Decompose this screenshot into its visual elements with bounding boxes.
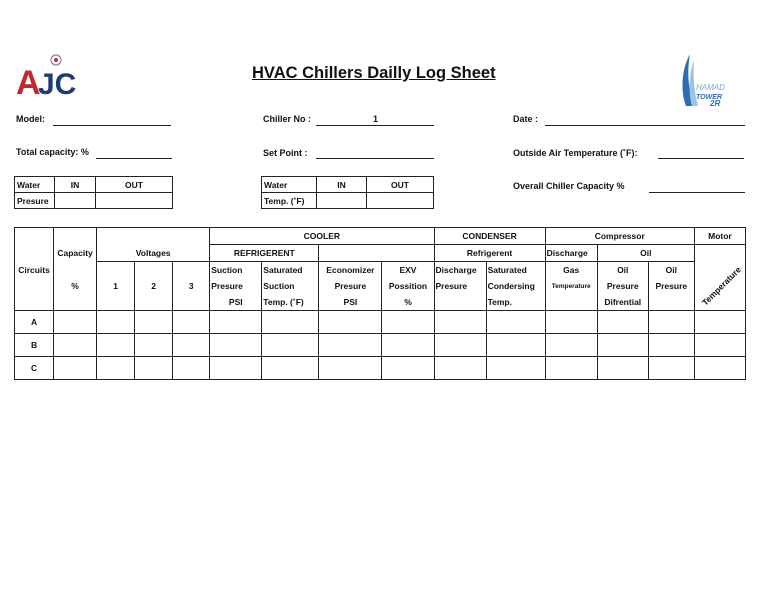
- voltage-3-top: [173, 262, 210, 279]
- circuits-spacer: [15, 245, 54, 262]
- water-temp-out-cell[interactable]: [367, 193, 434, 209]
- oil-header: Oil: [597, 245, 694, 262]
- data-cell[interactable]: [210, 334, 262, 357]
- data-cell[interactable]: [97, 357, 135, 380]
- data-cell[interactable]: [648, 311, 694, 334]
- data-cell[interactable]: [486, 311, 545, 334]
- set-point-field[interactable]: [316, 158, 434, 159]
- circuits-header: Circuits: [15, 262, 54, 279]
- exv-line-2: Possition: [382, 278, 434, 294]
- voltage-2-top: [135, 262, 173, 279]
- data-cell[interactable]: [434, 334, 486, 357]
- data-cell[interactable]: [54, 311, 97, 334]
- data-cell[interactable]: [210, 357, 262, 380]
- motor-temp-top: [694, 245, 745, 262]
- data-cell[interactable]: [173, 357, 210, 380]
- capacity-top: [54, 228, 97, 245]
- logo-dot: [54, 58, 58, 62]
- data-cell[interactable]: [319, 311, 382, 334]
- discharge-gas-line-3: Temperature: [545, 278, 597, 294]
- discharge-gas-line-1: Discharge: [545, 245, 597, 262]
- data-cell[interactable]: [319, 357, 382, 380]
- discharge-pressure-line-1: Discharge: [434, 262, 486, 279]
- economizer-line-2: Presure: [319, 278, 382, 294]
- data-cell[interactable]: [210, 311, 262, 334]
- oil-diff-line-3: Difrential: [597, 294, 648, 311]
- water-pressure-in-cell[interactable]: [55, 193, 96, 209]
- water-pressure-in-header: IN: [55, 177, 96, 193]
- discharge-pressure-bottom: [434, 294, 486, 311]
- circuits-bottom: [15, 294, 54, 311]
- data-cell[interactable]: [262, 357, 319, 380]
- motor-temperature-label: Temperature: [699, 264, 743, 308]
- logo-jc: JC: [38, 68, 76, 98]
- motor-temperature-header: [694, 262, 745, 311]
- data-cell[interactable]: [545, 334, 597, 357]
- discharge-gas-line-2: Gas: [545, 262, 597, 279]
- data-cell[interactable]: [382, 357, 434, 380]
- set-point-label: Set Point :: [263, 148, 308, 158]
- data-cell[interactable]: [173, 311, 210, 334]
- saturated-suction-line-1: Saturated: [262, 262, 319, 279]
- data-cell[interactable]: [97, 334, 135, 357]
- data-cell[interactable]: [382, 334, 434, 357]
- chiller-no-value: 1: [373, 114, 379, 124]
- saturated-condensing-line-2: Condersing: [486, 278, 545, 294]
- date-field[interactable]: [545, 125, 745, 126]
- data-cell[interactable]: [173, 334, 210, 357]
- economizer-line-1: Economizer: [319, 262, 382, 279]
- tower-text-1: HAMAD: [696, 83, 725, 92]
- water-temp-out-header: OUT: [367, 177, 434, 193]
- refrigerent-condenser-header: Refrigerent: [434, 245, 545, 262]
- data-cell[interactable]: [135, 357, 173, 380]
- table-row: [15, 357, 746, 380]
- data-cell[interactable]: [545, 357, 597, 380]
- exv-line-1: EXV: [382, 262, 434, 279]
- data-cell[interactable]: [97, 311, 135, 334]
- overall-capacity-label: Overall Chiller Capacity %: [513, 181, 625, 191]
- chiller-log-table: [14, 227, 746, 380]
- oil-pressure-line-1: Oil: [648, 262, 694, 279]
- water-temp-label-1: Water: [262, 177, 317, 193]
- page-title: HVAC Chillers Dailly Log Sheet: [252, 64, 496, 82]
- table-row: [15, 311, 746, 334]
- refrigerent-cooler-header: REFRIGERENT: [210, 245, 319, 262]
- economizer-line-3: PSI: [319, 294, 382, 311]
- oil-pressure-bottom: [648, 294, 694, 311]
- data-cell[interactable]: [486, 334, 545, 357]
- capacity-mid: [54, 262, 97, 279]
- capacity-header: Capacity: [54, 245, 97, 262]
- voltage-1-top: [97, 262, 135, 279]
- table-row: [15, 334, 746, 357]
- data-cell[interactable]: [648, 334, 694, 357]
- data-cell[interactable]: [319, 334, 382, 357]
- water-temp-label-2: Temp. (˚F): [262, 193, 317, 209]
- date-label: Date :: [513, 114, 539, 124]
- saturated-suction-line-3: Temp. (˚F): [262, 294, 319, 311]
- data-cell[interactable]: [382, 311, 434, 334]
- chiller-no-field[interactable]: [316, 125, 434, 126]
- condenser-header: CONDENSER: [434, 228, 545, 245]
- hamad-tower-logo: [676, 50, 738, 108]
- data-cell[interactable]: [486, 357, 545, 380]
- data-cell[interactable]: [262, 334, 319, 357]
- overall-capacity-field[interactable]: [649, 192, 745, 193]
- model-field[interactable]: [53, 125, 171, 126]
- compressor-header: Compressor: [545, 228, 694, 245]
- water-pressure-out-header: OUT: [96, 177, 173, 193]
- suction-pressure-line-2: Presure: [210, 278, 262, 294]
- outside-air-label: Outside Air Temperature (˚F):: [513, 148, 638, 158]
- tower-text-2: TOWER: [696, 94, 722, 101]
- cooler-header: COOLER: [210, 228, 434, 245]
- voltage-2-header: 2: [135, 278, 173, 294]
- oil-diff-line-1: Oil: [597, 262, 648, 279]
- data-cell[interactable]: [597, 311, 648, 334]
- data-cell[interactable]: [54, 357, 97, 380]
- data-cell[interactable]: [694, 357, 745, 380]
- saturated-condensing-line-1: Saturated: [486, 262, 545, 279]
- voltage-2-bottom: [135, 294, 173, 311]
- voltages-top: [97, 228, 210, 245]
- oil-diff-line-2: Presure: [597, 278, 648, 294]
- data-cell[interactable]: [597, 334, 648, 357]
- discharge-gas-bottom: [545, 294, 597, 311]
- corner-cell: [15, 228, 54, 245]
- cooler-blank-header: [319, 245, 434, 262]
- exv-line-3: %: [382, 294, 434, 311]
- logo-a: A: [16, 64, 41, 98]
- suction-pressure-line-1: Suction: [210, 262, 262, 279]
- voltage-1-bottom: [97, 294, 135, 311]
- data-cell[interactable]: [434, 357, 486, 380]
- total-capacity-field[interactable]: [96, 158, 172, 159]
- data-cell[interactable]: [648, 357, 694, 380]
- saturated-condensing-line-3: Temp.: [486, 294, 545, 311]
- outside-air-field[interactable]: [658, 158, 744, 159]
- row-c-label: C: [15, 357, 54, 380]
- data-cell[interactable]: [135, 311, 173, 334]
- data-cell[interactable]: [694, 334, 745, 357]
- voltage-1-header: 1: [97, 278, 135, 294]
- tower-text-3: 2R: [710, 99, 721, 108]
- capacity-percent: %: [54, 278, 97, 294]
- data-cell[interactable]: [54, 334, 97, 357]
- suction-pressure-line-3: PSI: [210, 294, 262, 311]
- row-b-label: B: [15, 334, 54, 357]
- data-cell[interactable]: [545, 311, 597, 334]
- water-temp-in-cell[interactable]: [317, 193, 367, 209]
- ajc-logo: [16, 52, 76, 98]
- data-cell[interactable]: [135, 334, 173, 357]
- water-temp-in-header: IN: [317, 177, 367, 193]
- water-pressure-label-1: Water: [15, 177, 55, 193]
- discharge-pressure-line-2: Presure: [434, 278, 486, 294]
- total-capacity-label: Total capacity: %: [16, 147, 89, 157]
- motor-header: Motor: [694, 228, 745, 245]
- model-label: Model:: [16, 114, 45, 124]
- row-a-label: A: [15, 311, 54, 334]
- voltage-3-bottom: [173, 294, 210, 311]
- data-cell[interactable]: [694, 311, 745, 334]
- oil-pressure-line-2: Presure: [648, 278, 694, 294]
- data-cell[interactable]: [262, 311, 319, 334]
- water-pressure-label-2: Presure: [15, 193, 55, 209]
- water-temp-table: [261, 176, 434, 209]
- saturated-suction-line-2: Suction: [262, 278, 319, 294]
- capacity-bottom: [54, 294, 97, 311]
- voltages-header: Voltages: [97, 245, 210, 262]
- chiller-no-label: Chiller No :: [263, 114, 312, 124]
- circuits-spacer-2: [15, 278, 54, 294]
- data-cell[interactable]: [597, 357, 648, 380]
- voltage-3-header: 3: [173, 278, 210, 294]
- water-pressure-out-cell[interactable]: [96, 193, 173, 209]
- water-pressure-table: [14, 176, 173, 209]
- data-cell[interactable]: [434, 311, 486, 334]
